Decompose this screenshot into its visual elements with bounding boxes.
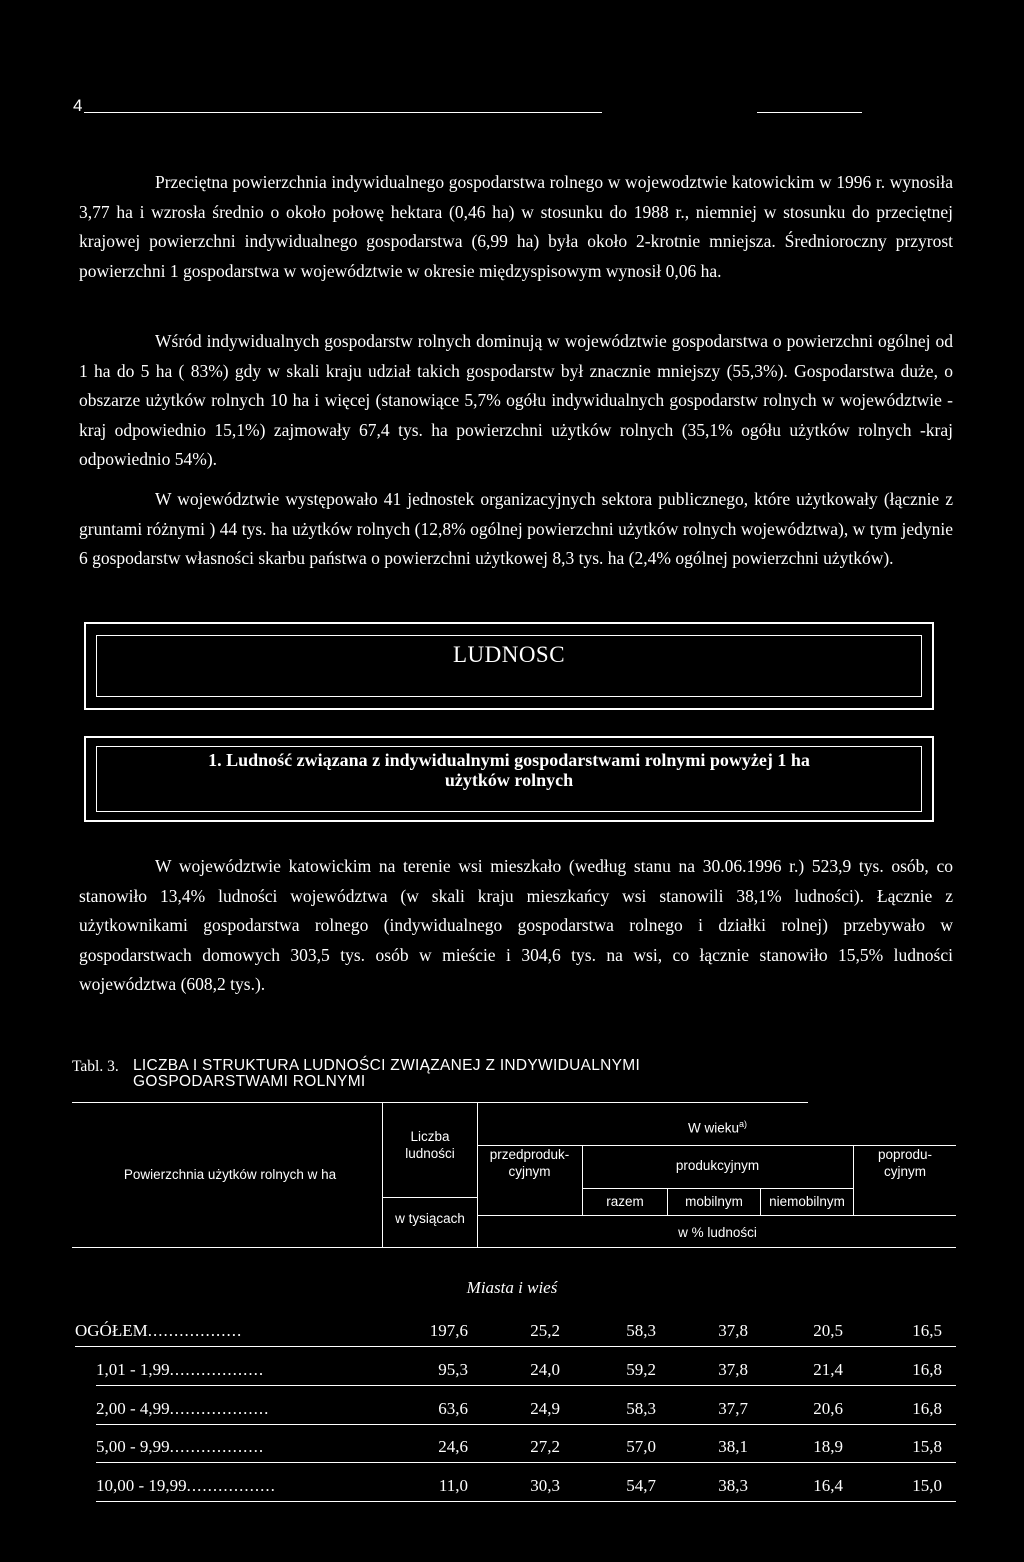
header-rule: [582, 1188, 853, 1189]
table-row: [0, 1360, 1024, 1382]
header-rule: [382, 1197, 477, 1198]
cell-pop: 197,6: [429, 1321, 468, 1340]
col-header-preproductive: przedproduk- cyjnym: [489, 1147, 570, 1179]
cell-pre: 25,2: [530, 1321, 560, 1340]
col-header-population: Liczba ludności: [405, 1129, 455, 1161]
col-header-total: razem: [606, 1194, 644, 1209]
paragraph-public-sector: W województwie występowało 41 jednostek organizacyjnych sektora publicznego, które użytkowały (łącznie z gruntami różnymi ) 44 tys. ha użytków rolnych (12,8% ogólnej powierzchni użytków rolnych województwa), w tym jedynie 6 gospodarstw własności skarbu państwa o powierzchni użytkowej 8,3 tys. ha (2,4% ogólnej powierzchni użytków).: [79, 489, 953, 568]
cell-total: 58,3: [626, 1321, 656, 1340]
col-header-age-group: W wieku$^{a)}$: [687, 1119, 748, 1136]
cell-total: 57,0: [626, 1437, 656, 1456]
row-label: 1,01 - 1,99..................: [96, 1360, 265, 1379]
cell-immob: 20,5: [813, 1321, 843, 1340]
table-row: [0, 1321, 1024, 1343]
col-header-unit-percent: w % ludności: [678, 1225, 757, 1240]
cell-mob: 38,1: [718, 1437, 748, 1456]
paragraph-farm-size-structure: Wśród indywidualnych gospodarstw rolnych dominują w województwie gospodarstwa o powierzchni ogólnej od 1 ha do 5 ha ( 83%) gdy w skali kraju udział takich gospodarstw był znacznie mniejszy (55,3%). Gospodarstwa duże, o obszarze użytków rolnych 10 ha i więcej (stanowiące 5,7% ogółu indywidualnych gospodarstw rolnych w województwie - kraj odpowiednio 15,1%) zajmowały 67,4 tys. ha powierzchni użytków rolnych (35,1% ogółu użytków rolnych -kraj odpowiednio 54%).: [79, 331, 953, 469]
cell-post: 15,8: [912, 1437, 942, 1456]
row-label: 5,00 - 9,99..................: [96, 1437, 265, 1456]
cell-immob: 16,4: [813, 1476, 843, 1495]
table-row: [0, 1476, 1024, 1498]
cell-total: 59,2: [626, 1360, 656, 1379]
cell-pop: 95,3: [438, 1360, 468, 1379]
col-header-postproductive: poprodu- cyjnym: [877, 1147, 933, 1179]
row-underline: [96, 1385, 956, 1386]
section-heading-box: [84, 736, 934, 822]
cell-pre: 27,2: [530, 1437, 560, 1456]
table-title: LICZBA I STRUKTURA LUDNOŚCI ZWIĄZANEJ Z INDYWIDUALNYMI GOSPODARSTWAMI ROLNYMI: [133, 1057, 641, 1090]
chapter-heading-box: [84, 622, 934, 710]
cell-post: 16,8: [912, 1399, 942, 1418]
row-underline: [96, 1424, 956, 1425]
cell-mob: 38,3: [718, 1476, 748, 1495]
table-header-bottom-rule: [72, 1247, 956, 1248]
cell-pre: 24,9: [530, 1399, 560, 1418]
table-label: Tabl. 3.: [72, 1058, 119, 1075]
table-top-rule: [72, 1102, 808, 1103]
col-header-area: Powierzchnia użytków rolnych w ha: [123, 1167, 337, 1182]
cell-pre: 24,0: [530, 1360, 560, 1379]
header-rule: [84, 112, 602, 113]
row-label: OGÓŁEM..................: [75, 1321, 243, 1340]
cell-immob: 21,4: [813, 1360, 843, 1379]
header-rule-short: [757, 112, 862, 113]
paragraph-avg-farm-area: Przeciętna powierzchnia indywidualnego gospodarstwa rolnego w wojewodztwie katowickim w 1996 r. wynosiła 3,77 ha i wzrosła średnio o około połowę hektara (0,46 ha) w stosunku do 1988 r., niemniej w stosunku do przeciętnej krajowej powierzchni indywidualnego gospodarstwa (6,99 ha) była około 2-krotnie mniejsza. Średnioroczny przyrost powierzchni 1 gospodarstwa w województwie w okresie międzyspisowym wynosił 0,06 ha.: [79, 172, 953, 281]
cell-pop: 11,0: [438, 1476, 468, 1495]
cell-immob: 20,6: [813, 1399, 843, 1418]
page-number: 4: [73, 96, 83, 115]
row-underline: [96, 1501, 956, 1502]
chapter-title: LUDNOSC: [452, 642, 566, 667]
row-underline: [75, 1346, 956, 1347]
cell-total: 54,7: [626, 1476, 656, 1495]
cell-pre: 30,3: [530, 1476, 560, 1495]
table-section-heading: Miasta i wieś: [466, 1278, 558, 1297]
col-header-productive: produkcyjnym: [675, 1158, 760, 1173]
row-underline: [96, 1462, 956, 1463]
table-row: [0, 1437, 1024, 1459]
cell-post: 15,0: [912, 1476, 942, 1495]
paragraph-rural-population: W województwie katowickim na terenie wsi mieszkało (według stanu na 30.06.1996 r.) 523,9 tys. osób, co stanowiło 13,4% ludności województwa (w skali kraju mieszkańcy wsi stanowili 38,1% ludności). Łącznie z użytkownikami gospodarstwa rolnego (indywidualnego gospodarstwa rolnego i działki rolnej) przebywało w gospodarstwach domowych 303,5 tys. osób w mieście i 304,6 tys. na wsi, co łącznie stanowiło 15,5% ludności województwa (608,2 tys.).: [79, 856, 953, 994]
table-row: [0, 1399, 1024, 1421]
col-header-mobile: mobilnym: [685, 1194, 743, 1209]
cell-mob: 37,8: [718, 1360, 748, 1379]
section-title: 1. Ludność związana z indywidualnymi gospodarstwami rolnymi powyżej 1 ha użytków rolnych: [208, 750, 810, 790]
header-rule: [477, 1215, 956, 1216]
row-label: 10,00 - 19,99.................: [96, 1476, 276, 1495]
cell-immob: 18,9: [813, 1437, 843, 1456]
cell-post: 16,8: [912, 1360, 942, 1379]
col-header-immobile: niemobilnym: [769, 1194, 845, 1209]
cell-mob: 37,8: [718, 1321, 748, 1340]
row-label: 2,00 - 4,99...................: [96, 1399, 270, 1418]
cell-pop: 63,6: [438, 1399, 468, 1418]
col-header-unit-thousands: w tysiącach: [395, 1211, 465, 1226]
cell-post: 16,5: [912, 1321, 942, 1340]
cell-total: 58,3: [626, 1399, 656, 1418]
cell-mob: 37,7: [718, 1399, 748, 1418]
cell-pop: 24,6: [438, 1437, 468, 1456]
